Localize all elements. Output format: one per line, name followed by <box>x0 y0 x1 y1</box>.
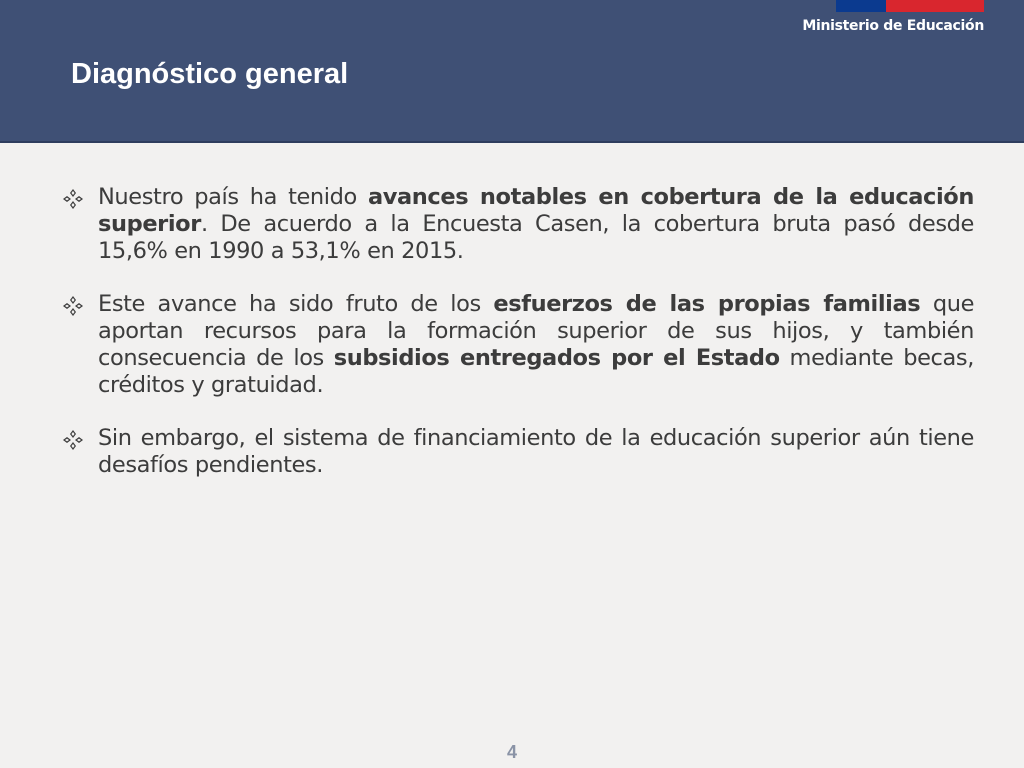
text-segment: Sin embargo, el sistema de financiamiento de la educación superior aún tiene desafíos pendientes. <box>98 425 974 478</box>
text-segment: que aportan recursos para la formación superior de sus hijos, y también consecuencia de los <box>98 291 975 371</box>
bullet-text <box>98 425 974 479</box>
text-segment: mediante becas, créditos y gratuidad. <box>98 345 974 398</box>
bullet-item <box>62 425 974 479</box>
slide-title: Diagnóstico general <box>71 58 349 90</box>
text-segment: Este avance ha sido fruto de los <box>98 291 494 317</box>
bullet-text <box>98 291 974 399</box>
chile-flag-stripe <box>836 0 984 12</box>
text-segment: Nuestro país ha tenido <box>98 184 368 210</box>
bullet-item <box>62 184 974 265</box>
bullet-list <box>62 184 974 505</box>
bullet-item <box>62 291 974 399</box>
four-diamond-bullet-icon <box>62 184 98 215</box>
bold-text-segment: subsidios entregados por el Estado <box>333 345 780 371</box>
page-number: 4 <box>506 742 517 762</box>
ministry-logo-text: Ministerio de Educación <box>802 18 984 34</box>
bold-text-segment: esfuerzos de las propias familias <box>493 291 921 317</box>
four-diamond-bullet-icon <box>62 425 98 456</box>
bullet-text <box>98 184 974 265</box>
slide-header <box>0 0 1024 143</box>
flag-red-segment <box>886 0 984 12</box>
flag-blue-segment <box>836 0 886 12</box>
bold-text-segment: avances notables en cobertura de la educación superior <box>98 184 974 237</box>
text-segment: . De acuerdo a la Encuesta Casen, la cobertura bruta pasó desde 15,6% en 1990 a 53,1% en 2015. <box>98 211 974 264</box>
four-diamond-bullet-icon <box>62 291 98 322</box>
